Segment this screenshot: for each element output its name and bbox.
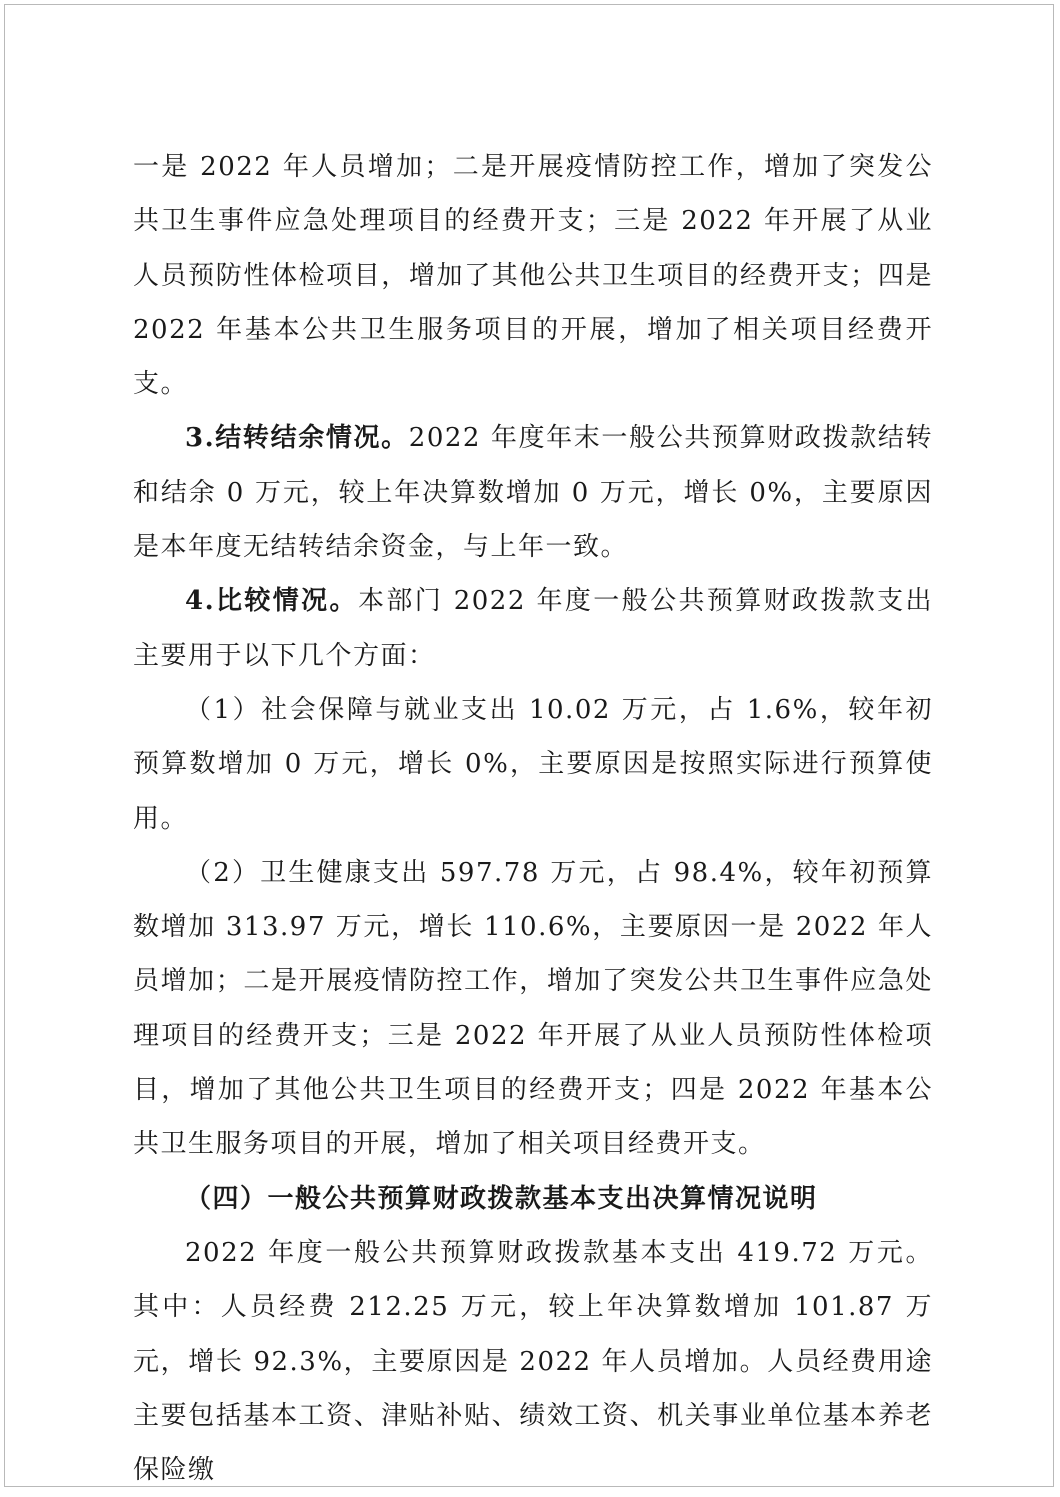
paragraph-social-security: （1）社会保障与就业支出 10.02 万元，占 1.6%，较年初预算数增加 0 万元，增长 0%，主要原因是按照实际进行预算使用。 <box>133 694 933 834</box>
document-page <box>4 4 1054 1487</box>
paragraph-health: （2）卫生健康支出 597.78 万元，占 98.4%，较年初预算数增加 313.97 万元，增长 110.6%，主要原因一是 2022 年人员增加；二是开展疫情防控工作，增加了突发公共卫生事件应急处理项目的经费开支；三是 2022 年开展了从业人员预防性体检项目，增加了其他公共卫生项目的经费开支；四是 2022 年基本公共卫生服务项目的开展，增加了相关项目经费开支。 <box>133 857 933 1160</box>
paragraph-1: 一是 2022 年人员增加；二是开展疫情防控工作，增加了突发公共卫生事件应急处理项目的经费开支；三是 2022 年开展了从业人员预防性体检项目，增加了其他公共卫生项目的经费开支；四是 2022 年基本公共卫生服务项目的开展，增加了相关项目经费开支。 <box>133 152 933 400</box>
paragraph-comparison-text: 本部门 2022 年度一般公共预算财政拨款支出主要用于以下几个方面： <box>133 586 933 671</box>
heading-comparison: 4.比较情况。 <box>185 586 358 617</box>
document-body <box>133 140 933 1497</box>
paragraph-carryover <box>133 411 933 574</box>
section-heading-basic-expenditure: （四）一般公共预算财政拨款基本支出决算情况说明 <box>185 1183 818 1214</box>
paragraph-carryover-text: 2022 年度年末一般公共预算财政拨款结转和结余 0 万元，较上年决算数增加 0 万元，增长 0%，主要原因是本年度无结转结余资金，与上年一致。 <box>133 423 933 563</box>
heading-carryover: 3.结转结余情况。 <box>185 423 409 454</box>
paragraph-basic-expenditure: 2022 年度一般公共预算财政拨款基本支出 419.72 万元。其中：人员经费 212.25 万元，较上年决算数增加 101.87 万元，增长 92.3%，主要原因是 2022 年人员增加。人员经费用途主要包括基本工资、津贴补贴、绩效工资、机关事业单位基本养老保险缴 <box>133 1237 933 1486</box>
paragraph-comparison <box>133 574 933 683</box>
